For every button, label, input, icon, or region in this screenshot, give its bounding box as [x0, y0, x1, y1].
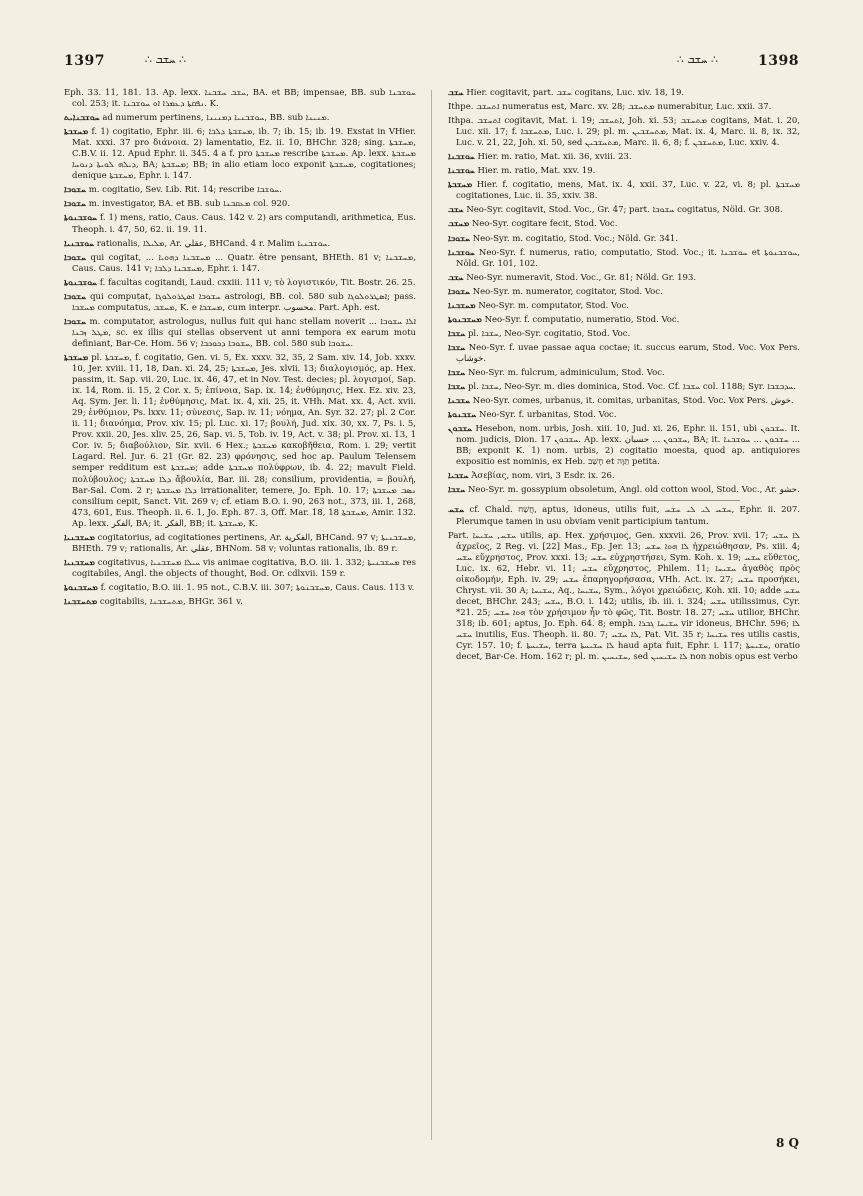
- dictionary-entry: [64, 127, 416, 182]
- entry-headword: ܚܘܫܒܢܝܐ: [64, 238, 95, 249]
- entry-text: Neo-Syr. m. computator, Stod. Voc.: [478, 300, 629, 311]
- entry-headword: ܚܫܒܐ: [448, 328, 466, 339]
- entry-text: Neo-Syr. m. cogitatio, Stod. Voc.; Nöld. Gr. 341.: [472, 233, 679, 244]
- dictionary-entry: [448, 382, 800, 393]
- entry-headword: ܚܫܒܐ: [448, 367, 466, 378]
- entry-text: rationalis, ܡܠܝܠܐ, Ar. عقلي, BHCand. 4 r. Malim ܚܘܫܒܢܝܐ.: [96, 238, 331, 249]
- entry-headword: ܡܚܫܒܢܝܐ: [64, 557, 95, 568]
- dictionary-entry: [448, 368, 800, 379]
- dictionary-entry: [64, 239, 416, 250]
- entry-headword: ܡܚܫܒ: [448, 219, 470, 230]
- entry-text: qui cogitat, ... ܡܚܫܒܢܐ ܕܗܘܝܐ ... Quatr. être pensant, BHEth. 81 v; ܡܚܫܒܢܐ, Caus. Caus. 141 v; ܡܚܫܒܢܐ ܕܠܒܐ, Ephr. i. 147.: [72, 252, 416, 274]
- right-page-number: 1398: [758, 53, 799, 69]
- entry-headword: ܡܚܫܒܢܘܬܐ: [448, 314, 482, 325]
- dictionary-entry: [64, 88, 416, 110]
- dictionary-entry: [448, 102, 800, 113]
- entry-headword: ܚܫܘܒܐ: [64, 252, 87, 263]
- entry-headword: ܚܫܘܒܐ: [448, 286, 471, 297]
- entry-text: cf. Chald. חֲשַׁח, aptus, idoneus, utilis fuit, ܚܫܚ ܠܝ ܠܝ ܚܫܚ, Ephr. ii. 207. Plerumque tamen in usu obviam venit participium tantum.: [456, 505, 800, 527]
- dictionary-entry: [448, 287, 800, 298]
- signature-mark: 8 Q: [776, 1136, 799, 1150]
- entry-text: Ἀσεβίας, nom. viri, 3 Esdr. ix. 26.: [471, 471, 615, 482]
- entry-headword: ܚܘܫܒܢܐ: [448, 166, 475, 177]
- dictionary-entry: [448, 329, 800, 340]
- dictionary-entry: [448, 343, 800, 365]
- entry-separator: [508, 500, 740, 501]
- entry-text: f. 1) mens, ratio, Caus. Caus. 142 v. 2) ars computandi, arithmetica, Eus. Theoph. i. 47, 50, 62. ii. 19. 11.: [72, 213, 416, 235]
- entry-text: Neo-Syr. f. computatio, numeratio, Stod. Voc.: [484, 314, 680, 325]
- entry-headword: ܚܫܘܒܐ: [64, 185, 87, 196]
- column-divider: [431, 90, 432, 1140]
- entry-headword: ܚܫܒ: [448, 205, 464, 216]
- entry-headword: ܚܫܒܐ: [448, 342, 466, 353]
- dictionary-entry: [448, 219, 800, 230]
- dictionary-entry: [448, 301, 800, 312]
- entry-text: Neo-Syr. f. numerus, ratio, computatio, Stod. Voc.; it. ܚܘܫܒܢܐ et ܚܘܫܒܢܘܬܐ, Nöld. Gr. 101, 102.: [456, 247, 800, 269]
- left-column: [64, 88, 416, 1148]
- entry-headword: ܚܫܒܐ: [448, 382, 466, 393]
- dictionary-entry: [64, 533, 416, 555]
- dictionary-entry: [448, 505, 800, 527]
- dictionary-entry: [64, 278, 416, 289]
- entry-text: qui computat, ܚܫܘܒܐ ܐܣܛܪܘܠܘܓܐ astrologi, BB. col. 580 sub ܐܣܛܪܘܠܘܓܐ; pass. ܡܚܫܒܐ computatus, ܡܚܫܒ, K. e ܡܚܫܒܐ, cum interpr. محسوب. Part. Aph. est.: [72, 291, 416, 313]
- dictionary-entry: [448, 410, 800, 421]
- entry-text: Part. ܚܫܚ, ܚܫܝܚܐ utilis, ap. Hex. χρήσιμος, Gen. xxxvii. 26, Prov. xvii. 17; ܠܐ ܚܫܚ ἀχρεῖος, 2 Reg. vi. [22] Mas., Ep. Jer. 13; ܠܐ ܗܘܐ ܚܫܚ ἠχρειώθησαν, Ps. xiii. 4; ܚܫܚ εὔχρηστος, Prov. xxxi. 13; ܚܫܚ εὐχρηστήσει, Sym. Koh. x. 19; ܚܫܚ εὔθετος, Luc. ix. 62, Hebr. vi. 11; ܚܫܚ εὔχρηστος, Philem. 11; ܚܫܝܚܐ ἀγαθὸς πρὸς οἰκοδομήν, Eph. iv. 29; ܚܫܚ ἐπαρηγορήσασα, VHh. Act. ix. 27; ܚܫܚ προσήκει, Chryst. vii. 30 A; ܚܫܝܚܐ, Aq., ܚܫܝܚܐ, Sym., λόγοι χρειώδεις, Koh. xii. 10; adde ܚܫܚ decet, BHChr. 243; ܚܫܚ, B.O. i. 142; utilis, ib. iii. i. 324; ܚܫܚ utilissimus, Cyr. *21. 25; ܗܘܐ ܚܫܚ τὸν χρήσιμον ἦν τὸ φῶς, Tit. Bostr. 18. 27; ܚܫܚ utilior, BHChr. 318; ib. 601; aptus, Jo. Eph. 64. 8; emph. ܚܫܝܚܐ ܓܒܪܐ vir idoneus, BHChr. 596; ܠܐ ܚܫܚ inutilis, Eus. Theoph. ii. 80. 7; ܠܐ ܚܫܚ, Pat. Vit. 35 r; ܚܫܝܚܐ res utilis castis, Cyr. 157. 10; f. ܚܫܝܚܬܐ, terra ܠܐ ܚܫܝܚܬܐ haud apta fuit, Ephr. i. 117; ܚܫܝܚܬܐ, oratio decet, Bar-Ce. Hom. 162 r; pl. m. ܚܫܝܚܝܢ, sed ܠܐ ܚܫܝܚܝܢ non nobis opus est verbo: [448, 530, 800, 663]
- entry-text: cogitativus, ܚܝܠܐ ܡܚܫܒܢܝܐ vis animae cogitativa, B.O. iii. 1. 332; ܡܚܫܒܢܝܬܐ res cogitabiles, Angl. the objects of thought, Bod. Or. cdlxvii. 159 r.: [72, 557, 416, 579]
- entry-headword: ܚܫܒܝܐ: [448, 471, 469, 482]
- entry-text: Hier. f. cogitatio, mens, Mat. ix. 4, xxii. 37, Luc. v. 22, vi. 8; pl. ܡܚܫܒܬܐ cogitationes, Luc. ii. 35, xxiv. 38.: [456, 180, 800, 202]
- entry-headword: ܚܫܘܒܐ: [64, 199, 87, 210]
- entry-headword: ܚܘܫܒܢܘܬܐ: [64, 213, 98, 224]
- dictionary-entry: [448, 248, 800, 270]
- entry-headword: ܚܘܫܒܢܐ: [448, 152, 475, 163]
- entry-text: m. investigator, BA. et BB. sub ܡܥܩܒܢܐ col. 920.: [88, 199, 291, 210]
- dictionary-entry: [64, 317, 416, 350]
- entry-text: cogitatorius, ad cogitationes pertinens, Ar. الفكرية, BHCand. 97 v; ܡܚܫܒܢܝܬܐ, BHEth. 79 v; rationalis, Ar. عقلي, BHNom. 58 v; voluntas rationalis, ib. 89 r.: [72, 532, 416, 554]
- dictionary-entry: [64, 213, 416, 235]
- entry-text: Neo-Syr. cogitavit, Stod. Voc., Gr. 47; part. ܚܫܘܒܐ cogitatus, Nöld. Gr. 308.: [466, 205, 783, 216]
- dictionary-entry: [64, 185, 416, 196]
- running-header: [64, 48, 799, 74]
- entry-headword: ܡܚܫܒܢܝܐ: [64, 532, 95, 543]
- entry-text: m. cogitatio, Sev. Lib. Rit. 14; rescribe ܚܘܫܒܐ.: [88, 185, 282, 196]
- entry-headword: ܡܚܫܒܢܐ: [448, 300, 476, 311]
- dictionary-entry: [64, 558, 416, 580]
- dictionary-entry: [448, 531, 800, 664]
- entry-text: Neo-Syr. numeravit, Stod. Voc., Gr. 81; Nöld. Gr. 193.: [466, 272, 697, 283]
- entry-headword: ܚܫܚ: [448, 505, 465, 516]
- dictionary-entry: [64, 292, 416, 314]
- entry-text: Neo-Syr. cogitare fecit, Stod. Voc.: [471, 219, 618, 230]
- dictionary-entry: [64, 199, 416, 210]
- entry-headword: ܚܫܘܒܐ: [64, 291, 87, 302]
- entry-text: pl. ܚܫܒܐ, Neo-Syr. m. dies dominica, Stod. Voc. Cf. ܚܫܒܐ col. 1188; Syr. ܚܕܒܫܒܐ.: [467, 382, 797, 393]
- entry-headword: ܚܫܒܢܘܬܐ: [448, 410, 477, 421]
- entry-text: Neo-Syr. f. uvae passae aqua coctae; it. succus earum, Stod. Voc. Vox Pers. خوشاب.: [456, 342, 800, 364]
- dictionary-entry: [448, 234, 800, 245]
- entry-text: Eph. 33. 11, 181. 13. Ap. lexx. ܚܫܒ ܚܫܒܢܐ, BA. et BB; impensae, BB. sub ܚܘܫܒܢܐ col. 253; it. ܢܦܩܬܐ ܕܥܡܪܐ ܐܘ ܚܘܫܒܢܐ. K.: [64, 88, 416, 110]
- dictionary-entry: [448, 116, 800, 149]
- dictionary-entry: [64, 597, 416, 608]
- dictionary-entry: [448, 180, 800, 202]
- dictionary-entry: [64, 113, 416, 124]
- entry-headword: ܡܚܫܒܬܐ: [64, 352, 89, 363]
- entry-text: Neo-Syr. f. urbanitas, Stod. Voc.: [479, 410, 617, 421]
- entry-text: Neo-Syr. m. numerator, cogitator, Stod. Voc.: [472, 286, 663, 297]
- entry-text: Hesebon, nom. urbis, Josh. xiii. 10, Jud. xi. 26, Ephr. ii. 151, ubi ܚܫܒܘܢ. It. nom. judicis, Dion. ܚܫܒܘܢ 17. Ap. lexx. ܚܫܒܘܢ ... حسبان, BA; it. ܚܫܒܘܢ ... ܚܘܫܒܢܐ ... BB; exponit K. 1) nom. urbis, 2) cogitatio moesta, quod ap. antiquiores expositio est nominis, ex Heb. חָשַׁב et תַּוָּה petita.: [456, 424, 800, 468]
- entry-text: Neo-Syr. m. fulcrum, adminiculum, Stod. Voc.: [467, 367, 665, 378]
- entry-headword: ܚܫܒܐ: [448, 485, 466, 496]
- entry-text: m. computator, astrologus, nullus fuit qui hanc stellam noverit ܐܠܐ ܚܫܘܒܐ ... ܡܛܠ ܙܒܢܐ, sc. ex illis qui stellas observent ut anni tempora ex earum motu definiant, Bar-Ce. Hom. 56 v; ܚܫܘܒܐ ܕܟܘܟܒܐ, BB. col. 580 sub ܚܫܘܒܐ.: [72, 316, 416, 349]
- entry-text: ad numerum pertinens, ܚܘܫܒܢܝܐ ܕܡܢܝܢܐ, BB. sub ܡܢܝܢܐ.: [102, 113, 330, 124]
- dictionary-entry: [64, 353, 416, 530]
- entry-headword: ܚܫܒܢܐ: [448, 396, 471, 407]
- entry-text: pl. ܚܫܒܐ, Neo-Syr. cogitatio, Stod. Voc.: [467, 328, 631, 339]
- entry-headword: ܚܘܫܒܢܐ: [448, 247, 475, 258]
- entry-text: f. 1) cogitatio, Ephr. iii. 6; ܡܚܫܒܬܐ ܕܠܒܐ, ib. 7; ib. 15; ib. 19. Exstat in VHier. Mat. xxxi. 37 pro διάνοια. 2) lamentatio, Ez. ii. 10, BHChr. 328; sing. ܡܚܫܒܬܐ, C.B.V. ii. 12. Apud Ephr. ii. 345. 4 a f. pro ܡܚܫܒܬܐ rescribe ܡܚܫܒܬܐ. Ap. lexx. ܡܚܫܒܬܐ ܕܝܠܗ ܠܘܝܬܐ ܕܢܘܚܐ, BA; ܡܚܫܒܬܐ; BB; in alio etiam loco exponit ܡܚܫܒܬܐ, cogitationes; denique ܡܚܫܒܬܐ, Ephr. i. 147.: [72, 127, 416, 182]
- entry-headword: ܡܬܚܫܒܢܐ: [64, 596, 98, 607]
- entry-text: f. cogitatio, B.O. iii. 1. 95 not., C.B.V. iii. 307; ܡܚܫܒܢܘܬܐ, Caus. Caus. 113 v.: [100, 582, 415, 593]
- dictionary-entry: [448, 424, 800, 468]
- entry-text: Neo-Syr. m. gossypium obsoletum, Angl. old cotton wool, Stod. Voc., Ar. حشو.: [467, 485, 800, 496]
- entry-headword: ܚܘܫܒܢܐܝܬ: [64, 113, 100, 124]
- entry-text: Hier. m. ratio, Mat. xxv. 19.: [477, 166, 596, 177]
- entry-text: Hier. m. ratio, Mat. xii. 36, xviii. 23.: [477, 152, 632, 163]
- entry-headword: ܡܚܫܒܢܘܬܐ: [64, 582, 98, 593]
- left-page-number: 1397: [64, 53, 105, 69]
- entry-headword: ܡܚܫܒܬܐ: [64, 127, 89, 138]
- dictionary-entry: [448, 471, 800, 482]
- entry-text: f. facultas cogitandi, Laud. cxxiii. 111 v; τὸ λογιστικόν, Tit. Bostr. 26. 25.: [99, 277, 416, 288]
- dictionary-entry: [448, 485, 800, 496]
- dictionary-entry: [448, 166, 800, 177]
- left-running-title: ∴ ܚܫܒ ∴: [144, 53, 187, 66]
- dictionary-entry: [448, 88, 800, 99]
- dictionary-entry: [64, 253, 416, 275]
- dictionary-entry: [448, 315, 800, 326]
- entry-text: cogitabilis, ܡܬܚܫܒܢܐ, BHGr. 361 v.: [99, 596, 243, 607]
- dictionary-entry: [448, 152, 800, 163]
- entry-headword: ܚܘܫܒܢܘܬܐ: [64, 277, 98, 288]
- entry-headword: ܚܫܒܘܢ: [448, 424, 473, 435]
- dictionary-entry: [448, 396, 800, 407]
- right-column: [448, 88, 800, 1148]
- entry-text: pl. ܡܚܫܒܬܐ, f. cogitatio, Gen. vi. 5, Ex. xxxv. 32, 35, 2 Sam. xiv. 14, Job. xxxv. 10, Jer. xviii. 11, 18, Dan. xi. 24, 25; ܡܚܫܒܬܐ, Jes. xlvii. 13; διαλογισμός, ap. Hex. passim, it. Sap. vii. 20, Luc. ix. 46, 47, et in Nov. Test. decies; pl. λογισμοί, Sap. ix. 14, Rom. ii. 15, 2 Cor. x. 5; ἐπίνοια, Sap. ix. 14; ἐνθύμησις, Hex. Ez. xiv. 23, Aq. Sym. Jer. li. 11; ἐνθύμησις, Mat. ix. 4, xii. 25, it. VHh. Mat. xx. 4, Act. xvii. 29; ἐνθύμιον, Ps. lxxv. 11; σύνεσις, Sap. iv. 11; νόημα, An. Syr. 32. 27; pl. 2 Cor. ii. 11; διανόημα, Prov. xiv. 15; pl. Luc. xi. 17; βουλή, Jud. xix. 30, xx. 7, Ps. i. 5, Prov. xxii. 20, Jes. xliv. 25, 26, Sap. vi. 5, Tob. iv. 19, Act. v. 38; pl. Prov. xi. 13, 1 Cor. iv. 5; διαβούλιον, Sir. xvii. 6 Hex.; ܡܚܫܒܬܐ κακοβῆθεια, Rom. i. 29; vertit Lagard. Rel. Jur. 6. 21 (Gr. 82. 23) φρόνησις, sed hoc ap. Paulum Telensem semper redditum est ܡܚܫܒܬܐ; adde ܡܚܫܒܬܐ πολύφρων, ib. 4. 22; mavult Field. πολύβουλος; ܕܠܐ ܡܚܫܒܬܐ ἄβουλία, Bar. iii. 28; consilium, providentia, = βουλή, Bar-Sal. Com. 2 r; ܕܠܐ ܡܚܫܒܬܐ irrationaliter, temere, Jo. Eph. 10. 17; ܢܣܒ ܡܚܫܒܬܐ consilium cepit, Sanct. Vit. 269 v; cf. etiam B.O. i. 90, 263 not., 373, iii. 1, 268, 473, 601, Eus. Theoph. ii. 6. 1, Jo. Eph. 87. 3, Off. Mar. 18, ܡܚܫܒܬܐ 18, Amir. 132. Ap. lexx. الفكر, BA; it. الفكر, BB; it. ܡܚܫܒܬܐ, K.: [72, 352, 416, 529]
- entry-headword: ܚܫܒ: [448, 88, 464, 98]
- entry-headword: ܚܫܘܒܐ: [448, 233, 471, 244]
- dictionary-entry: [448, 205, 800, 216]
- entry-headword: ܚܫܒ: [448, 272, 464, 283]
- dictionary-entry: [448, 273, 800, 284]
- entry-text: Neo-Syr. comes, urbanus, it. comitas, urbanitas, Stod. Voc. Vox Pers. خوش.: [472, 396, 794, 407]
- dictionary-entry: [64, 583, 416, 594]
- entry-headword: ܡܚܫܒܬܐ: [448, 180, 473, 191]
- entry-text: Hier. cogitavit, part. ܚܫܒ cogitans, Luc. xiv. 18, 19.: [466, 88, 685, 98]
- entry-text: Ithpa. ܐܬܚܫܒ cogitavit, Mat. i. 19; ܐܬܚܫܒ, Joh. xi. 53; ܡܬܚܫܒ cogitans, Mat. i. 20, Luc. xii. 17; f. ܡܬܚܫܒܐ, Luc. i. 29; pl. m. ܡܬܚܫܒܝܢ, Mat. ix. 4, Marc. ii. 8, ix. 32, Luc. v. 21, 22, Joh. xi. 50, sed ܡܬܚܫܒܝܢ, Marc. ii. 6, 8; f. ܡܬܚܫܒܢ, Luc. xxiv. 4.: [448, 116, 800, 149]
- right-running-title: ∴ ܚܫܒ ∴: [676, 53, 719, 66]
- entry-text: Ithpe. ܐܬܚܫܒ numeratus est, Marc. xv. 28; ܡܬܚܫܒ numerabitur, Luc. xxii. 37.: [448, 102, 772, 113]
- entry-headword: ܚܫܘܒܐ: [64, 316, 87, 327]
